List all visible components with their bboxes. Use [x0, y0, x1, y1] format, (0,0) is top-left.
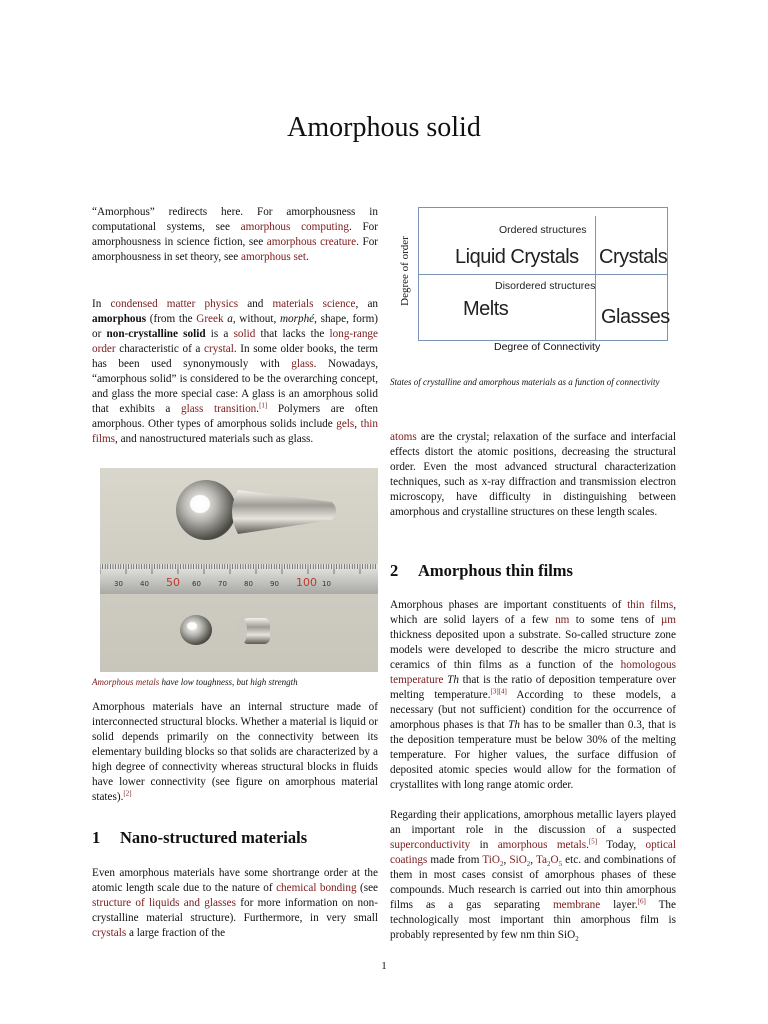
- link-sio2[interactable]: SiO$_2$: [509, 854, 531, 869]
- ruler-label: 100: [296, 576, 317, 589]
- ref-3-4[interactable]: [3][4]: [490, 687, 507, 696]
- photo-illustration: [100, 468, 378, 672]
- ruler-label: 30: [114, 580, 123, 588]
- figure-xlabel: Degree of Connectivity: [494, 341, 601, 353]
- label-melts: Melts: [463, 298, 509, 320]
- figure-frame: [418, 207, 668, 341]
- amorphous-metals-photo: [100, 468, 378, 672]
- label-disordered-structures: Disordered structures: [495, 280, 596, 292]
- right-continuation-paragraph: atoms are the crystal; relaxation of the surface and interfacial effects distort the atomic positions, decreasing the structural order. Even the most advanced structural characterization techniques, such as x-ray diffraction and transmission electron microscopy, have difficulty in distinguishing between amorphous and crystalline structures on these length scales.: [390, 431, 676, 518]
- label-crystals: Crystals: [599, 246, 668, 268]
- link-optical-coatings[interactable]: optical coatings: [390, 839, 676, 866]
- section-1-heading: 1 Nano-structured materials: [92, 828, 308, 847]
- link-solid[interactable]: solid: [233, 328, 256, 340]
- section-1-paragraph: Even amorphous materials have some shortrange order at the atomic length scale due to the nature of chemical bonding (see structure of liquids and glasses for more information on non-crystalline material structure). Furthermore, in very small crystals a large fraction of the: [92, 867, 378, 939]
- link-nm[interactable]: nm: [555, 614, 570, 626]
- ref-6[interactable]: [6]: [637, 897, 646, 906]
- ruler-label: 50: [166, 576, 180, 589]
- ref-5[interactable]: [5]: [588, 837, 598, 846]
- link-glass[interactable]: glass: [291, 358, 314, 370]
- ref-1[interactable]: [1]: [259, 401, 268, 410]
- label-liquid-crystals: Liquid Crystals: [455, 246, 579, 268]
- link-amorphous-metals[interactable]: Amorphous metals: [92, 677, 160, 687]
- structure-paragraph: Amorphous materials have an internal structure made of interconnected structural blocks. Whether a material is liquid or solid depends primarily on the connectivity between its elementary building blocks so that solids are characterized by a high degree of connectivity whereas structural blocks in fluids have lower connectivity (see figure on amorphous material states).[2]: [92, 701, 378, 803]
- link-amorphous-computing[interactable]: amorphous computing: [240, 221, 349, 233]
- page-number: 1: [381, 960, 387, 972]
- intro-paragraph: In condensed matter physics and materials science, an amorphous (from the Greek a, without, morphé, shape, form) or non-crystalline solid is a solid that lacks the long-range order characteristic of a crystal. In some older books, the term has been used synonymously with glass. Nowadays, “amorphous solid” is considered to be the overarching concept, and glass the more special case: A glass is an amorphous solid that exhibits a glass transition.[1] Polymers are often amorphous. Other types of amorphous solids include gels, thin films, and nanostructured materials such as glass.: [92, 298, 379, 445]
- link-membrane[interactable]: membrane: [552, 899, 601, 911]
- hatnote: “Amorphous” redirects here. For amorphousness in computational systems, see amorphous computing. For amorphousness in science fiction, see amorphous creature. For amorphousness in set theory, see amorphous set.: [92, 206, 379, 263]
- ruler-label: 90: [270, 580, 279, 588]
- link-crystals[interactable]: crystals: [92, 927, 127, 939]
- link-atoms[interactable]: atoms: [390, 431, 417, 443]
- link-thin-films-2[interactable]: thin films: [627, 599, 674, 611]
- link-chemical-bonding[interactable]: chemical bonding: [276, 882, 357, 894]
- ruler-label: 40: [140, 580, 149, 588]
- section-2-paragraph-2: Regarding their applications, amorphous metallic layers played an important role in the discussion of a suspected superconductivity in amorphous metals.[5] Today, optical coatings made from TiO$_2$, SiO$_2$, $Ta_2O_5$ etc. and combinations of them in most cases consist of amorphous phases of these compounds. Much research is carried out into thin amorphous films as a gas separating membrane layer.[6] The technologically most important thin amorphous film is probably represented by few nm thin SiO$_2$: [390, 809, 677, 944]
- figure-ylabel: Degree of order: [398, 236, 411, 306]
- photo-caption: Amorphous metals have low toughness, but high strength: [92, 677, 298, 687]
- states-figure: [398, 205, 670, 365]
- link-tio2[interactable]: TiO$_2$: [482, 854, 504, 869]
- link-crystal[interactable]: crystal: [204, 343, 234, 355]
- page-title: Amorphous solid: [287, 112, 481, 143]
- label-glasses: Glasses: [601, 306, 670, 328]
- link-um[interactable]: µm: [660, 614, 676, 626]
- figure-caption: States of crystalline and amorphous materials as a function of connectivity: [390, 377, 660, 387]
- link-ta2o5[interactable]: $Ta_2O_5$: [535, 854, 563, 869]
- link-greek[interactable]: Greek: [196, 313, 224, 325]
- ruler-label: 70: [218, 580, 227, 588]
- section-2-heading: 2 Amorphous thin films: [390, 561, 573, 580]
- ref-2[interactable]: [2]: [123, 789, 132, 798]
- link-amorphous-set[interactable]: amorphous set: [241, 251, 306, 263]
- link-glass-transition[interactable]: glass transition: [181, 403, 257, 415]
- link-thin-films[interactable]: thin films: [92, 418, 378, 445]
- link-condensed-matter-physics[interactable]: condensed matter physics: [110, 298, 239, 310]
- link-gels[interactable]: gels: [336, 418, 355, 430]
- link-long-range-order[interactable]: long-range order: [92, 328, 378, 355]
- link-amorphous-creature[interactable]: amorphous creature: [266, 236, 357, 248]
- link-structure-of-liquids-and-glasses[interactable]: structure of liquids and glasses: [92, 897, 236, 909]
- section-2-paragraph-1: Amorphous phases are important constituents of thin films, which are solid layers of a few nm to some tens of µm thickness deposited upon a substrate. So-called structure zone models were developed to describe the micro structure and ceramics of thin films as a function of the homologous temperature Th that is the ratio of deposition temperature over melting temperature.[3][4] According to these models, a necessary (but not sufficient) condition for the occurrence of amorphous phases is that Th has to be smaller than 0.3, that is the deposition temperature must be below 30% of the melting temperature. For higher values, the surface diffusion of deposited atomic species would allow for the formation of crystallites with long range atomic order.: [390, 599, 677, 791]
- link-materials-science[interactable]: materials science: [272, 298, 356, 310]
- label-ordered-structures: Ordered structures: [499, 224, 587, 236]
- link-amorphous-metals-2[interactable]: amorphous metals: [497, 839, 587, 851]
- ruler-label: 80: [244, 580, 253, 588]
- ruler-label: 60: [192, 580, 201, 588]
- ruler-label: 10: [322, 580, 331, 588]
- link-homologous-temperature[interactable]: homologous temperature: [390, 659, 676, 686]
- link-superconductivity[interactable]: superconductivity: [390, 839, 471, 851]
